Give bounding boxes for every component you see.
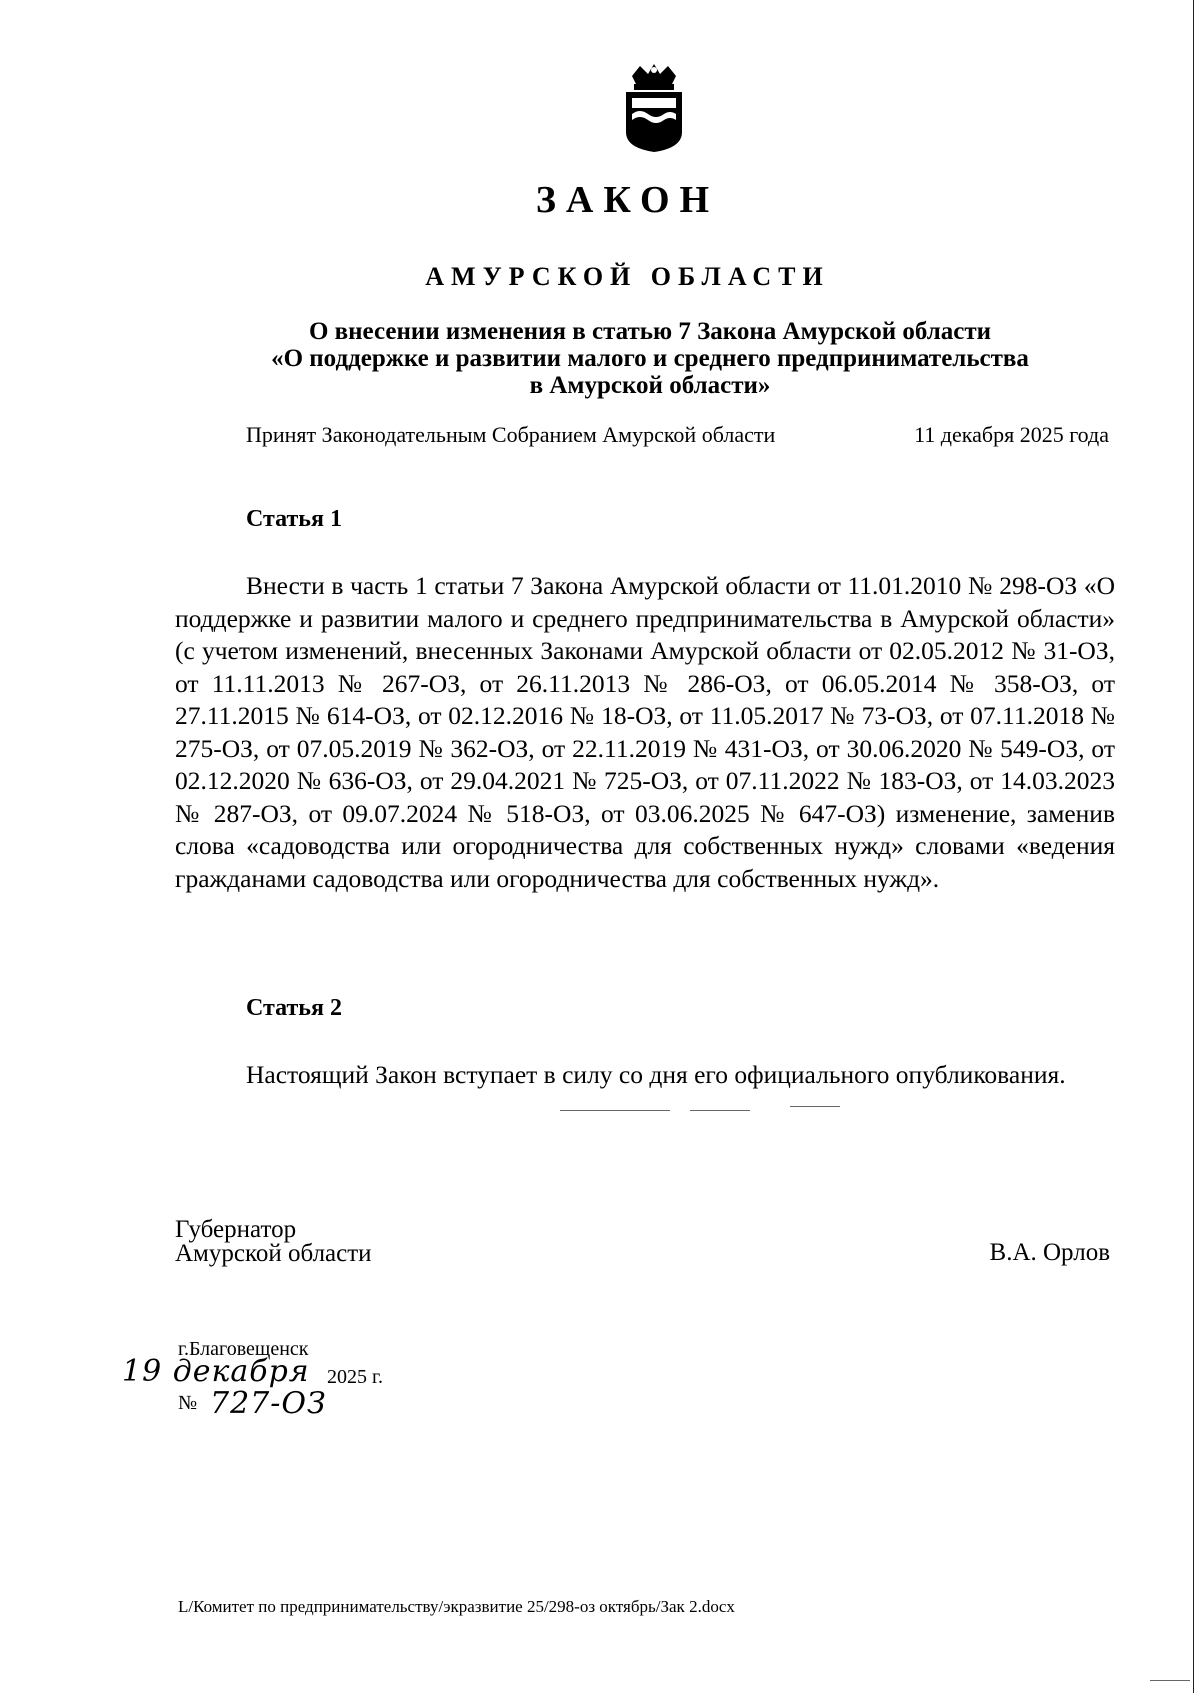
adoption-date: 11 декабря 2025 года bbox=[914, 422, 1109, 447]
scan-edge bbox=[1193, 0, 1194, 1693]
adoption-text: Принят Законодательным Собранием Амурской области bbox=[246, 422, 776, 447]
governor-title-line: Губернатор bbox=[175, 1216, 297, 1243]
handwritten-number: 727-ОЗ bbox=[210, 1386, 327, 1421]
law-name-line: О внесении изменения в статью 7 Закона Амурской области bbox=[308, 318, 992, 345]
article-1-heading: Статья 1 bbox=[246, 506, 342, 532]
coat-of-arms-emblem bbox=[618, 62, 690, 154]
article-2-text bbox=[175, 1059, 1115, 1092]
article-1-text bbox=[175, 570, 1115, 895]
scan-smudge bbox=[1150, 1680, 1190, 1681]
file-path-footer: L/Комитет по предпринимательству/экразвитие 25/298-оз октябрь/Зак 2.docx bbox=[178, 1597, 735, 1616]
city: г.Благовещенск bbox=[178, 1338, 309, 1360]
law-name-line: «О поддержке и развитии малого и среднего предпринимательства bbox=[271, 345, 1029, 372]
number-sign: № bbox=[178, 1392, 198, 1414]
scan-smudge bbox=[790, 1106, 840, 1107]
document-title: ЗАКОН bbox=[535, 179, 720, 221]
article-1-body: Внести в часть 1 статьи 7 Закона Амурской области от 11.01.2010 № 298-ОЗ «О поддержке и развитии малого и среднего предпринимательства в Амурской области» (с учетом изменений, внесенных Законами Амурской области от 02.05.2012 № 31-ОЗ, от 11.11.2013 № 267-ОЗ, от 26.11.2013 № 286-ОЗ, от 06.05.2014 № 358-ОЗ, от 27.11.2015 № 614-ОЗ, от 02.12.2016 № 18-ОЗ, от 11.05.2017 № 73-ОЗ, от 07.11.2018 № 275-ОЗ, от 07.05.2019 № 362-ОЗ, от 22.11.2019 № 431-ОЗ, от 30.06.2020 № 549-ОЗ, от 02.12.2020 № 636-ОЗ, от 29.04.2021 № 725-ОЗ, от 07.11.2022 № 183-ОЗ, от 14.03.2023 № 287-ОЗ, от 09.07.2024 № 518-ОЗ, от 03.06.2025 № 647-ОЗ) изменение, заменив слова «садоводства или огородничества для собственных нужд» словами «ведения гражданами садоводства или огородничества для собственных нужд». bbox=[175, 571, 1115, 893]
scan-smudge bbox=[560, 1110, 670, 1111]
handwritten-date: 19 декабря bbox=[122, 1354, 310, 1389]
article-2-heading: Статья 2 bbox=[246, 995, 342, 1021]
governor-title-line: Амурской области bbox=[175, 1240, 372, 1267]
governor-name: В.А. Орлов bbox=[989, 1239, 1110, 1266]
scan-smudge bbox=[690, 1110, 750, 1111]
governor-title bbox=[175, 1218, 372, 1266]
law-number bbox=[178, 1386, 327, 1421]
law-name-line: в Амурской области» bbox=[529, 372, 771, 399]
law-name bbox=[190, 318, 1110, 399]
signing-year: 2025 г. bbox=[327, 1366, 383, 1388]
document-subtitle: АМУРСКОЙ ОБЛАСТИ bbox=[425, 262, 830, 291]
article-2-body: Настоящий Закон вступает в силу со дня его официального опубликования. bbox=[246, 1060, 1066, 1089]
